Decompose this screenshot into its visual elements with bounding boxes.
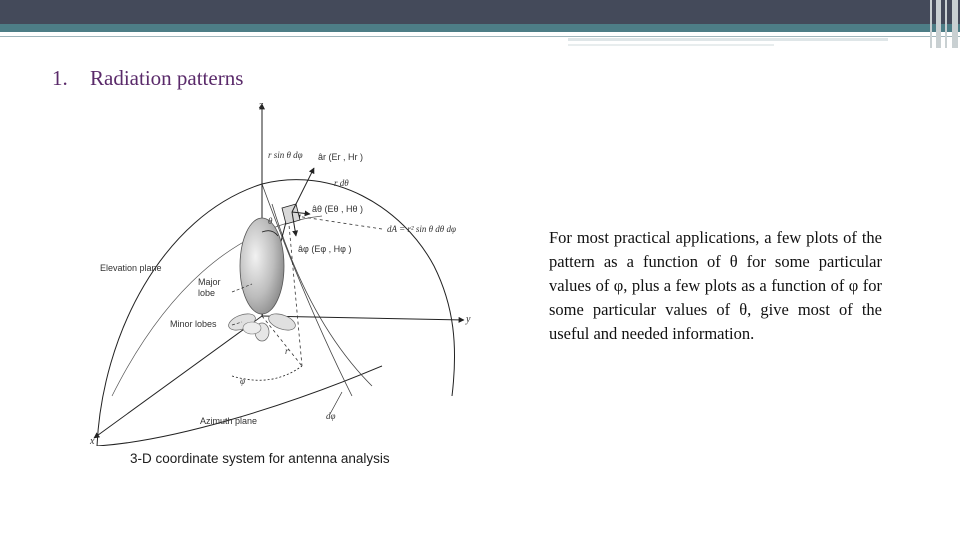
azimuth-label: Azimuth plane [200,416,258,426]
aphi-label: âφ (Eφ , Hφ ) [298,244,352,254]
y-axis-label: y [466,314,471,325]
theta-label: θ [268,216,273,226]
slide-title [52,66,243,91]
header-accent-band [0,24,960,32]
coordinate-diagram [82,96,482,446]
phi-label: φ [240,376,245,386]
rdtheta-label: r dθ [334,178,349,188]
major-lobe [240,218,284,314]
minor-lobe-back [243,322,261,334]
header-corner-bars [928,0,960,48]
header-rule [0,36,960,37]
atheta-label: âθ (Eθ , Hθ ) [312,204,364,214]
y-axis [262,316,464,320]
ar-arrow [292,168,314,212]
minor-lobes-label: Minor lobes [170,319,217,329]
major-lobe-label: Major [198,277,221,287]
body-paragraph: For most practical applications, a few plots of the pattern as a function of θ for some particular values of φ, plus a few plots as a function of φ for some particular values of θ, give most of the useful and needed information. [549,228,882,343]
dA-label: dA = r² sin θ dθ dφ [387,224,456,234]
minor-lobe-right [266,311,297,334]
header-accent-line-short [568,44,774,46]
elevation-label: Elevation plane [100,263,162,273]
r-label: r [285,346,289,356]
dphi-label: dφ [326,411,336,421]
z-axis-label: z [259,99,264,111]
ar-label: âr (Er , Hr ) [318,152,363,162]
dA-pointer [296,216,382,229]
projection-line [288,214,302,366]
meridian-line-2 [272,204,372,386]
rsin-label: r sin θ dφ [268,150,303,160]
elevation-arc [112,216,322,396]
figure-caption: 3-D coordinate system for antenna analysis [130,451,390,466]
header-accent-line [568,38,888,41]
x-axis-label: x [90,436,95,446]
surface-element [282,204,300,224]
lobe-label: lobe [198,288,216,298]
header-bar [0,0,960,24]
title-text: Radiation patterns [90,66,244,90]
list-number: 1. [52,66,68,90]
